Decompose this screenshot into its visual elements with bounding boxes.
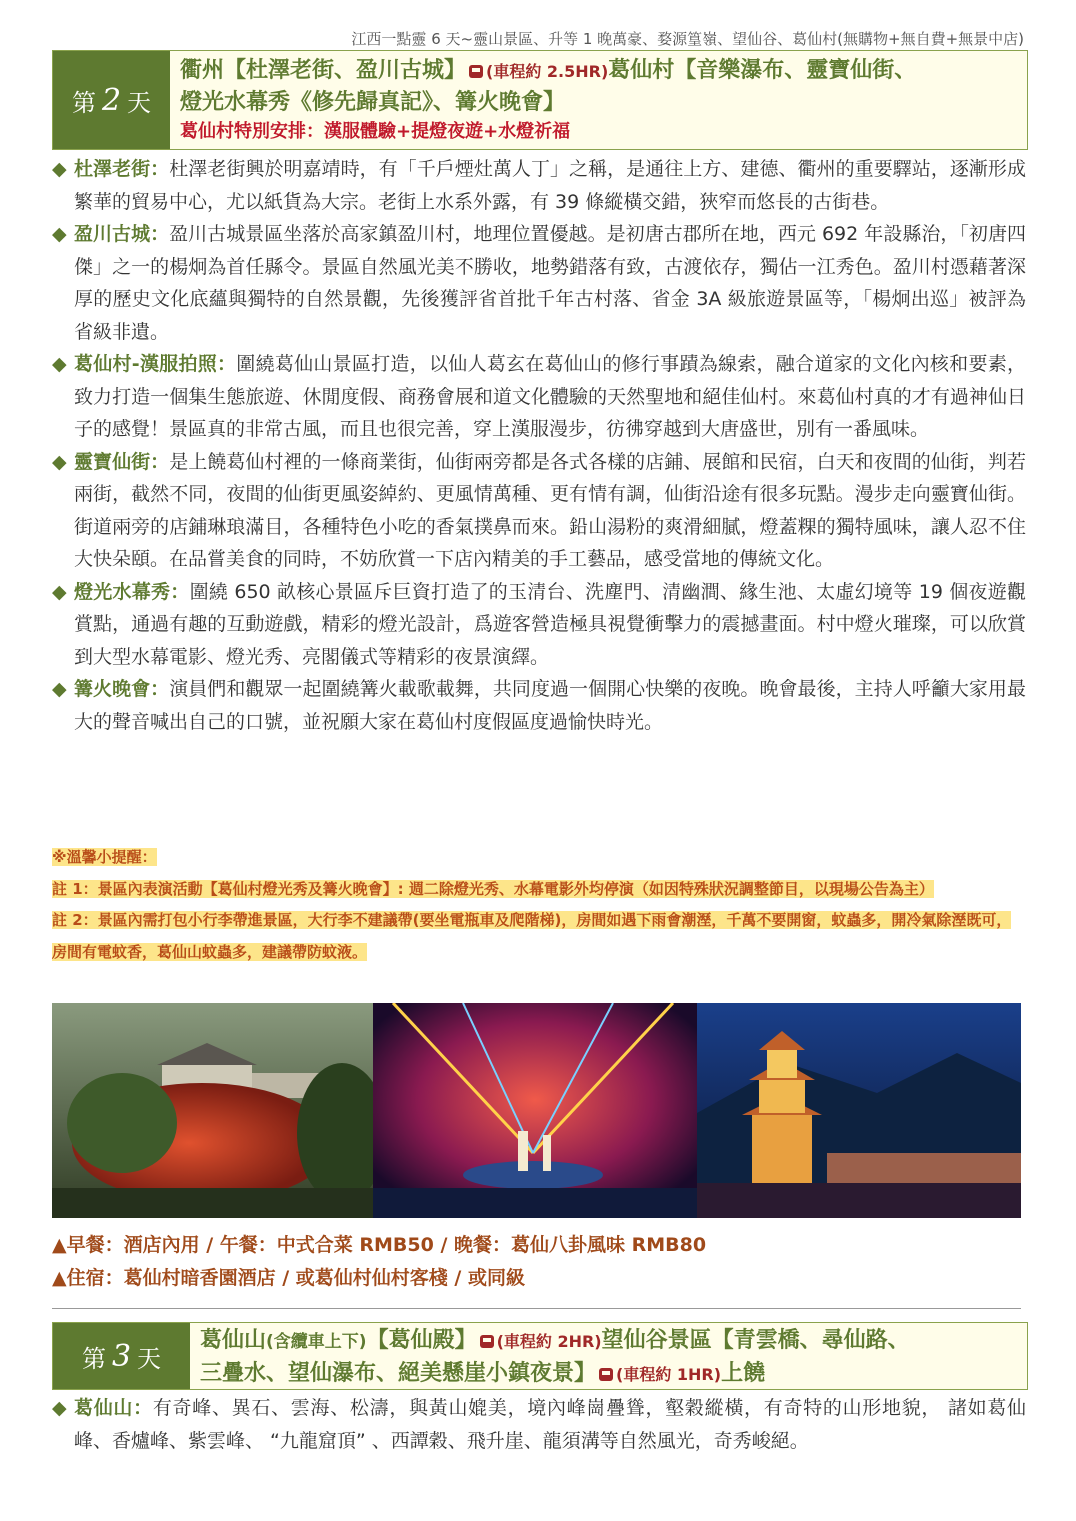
section-lingbao: ◆ 靈寶仙街：是上饒葛仙村裡的一條商業街，仙街兩旁都是各式各樣的店鋪、展館和民宿，白天和夜間的仙街，判若兩街，截然不同，夜間的仙街更風姿綽約、更風情萬種、更有情有調，仙街沿途有很多玩點。漫步走向靈寶仙街。街道兩旁的店鋪琳琅滿目，各種特色小吃的香氣撲鼻而來。鉛山湯粉的爽滑細膩，燈蓋粿的獨特風味，讓人忍不住大快朵頤。在品嘗美食的同時，不妨欣賞一下店內精美的手工藝品，感受當地的傳統文化。: [52, 446, 1026, 576]
section-gexianshan: ◆ 葛仙山：有奇峰、異石、雲海、松濤，與黃山媲美，境內峰崗疊聳，壑穀縱橫，有奇特的山形地貌， 諸如葛仙峰、香爐峰、紫雲峰、 “九龍窟頂” 、西譚穀、飛升崖、龍須溝等自然風光，奇秀峻絕。: [52, 1392, 1026, 1457]
photo-pagoda-night: [697, 1003, 1021, 1218]
diamond-bullet-icon: ◆: [52, 678, 67, 700]
bus-icon: [480, 1335, 494, 1348]
section-duze: ◆ 杜澤老街：杜澤老街興於明嘉靖時，有「千戶煙灶萬人丁」之稱，是通往上方、建德、衢州的重要驛站，逐漸形成繁華的貿易中心，尤以紙貨為大宗。老街上水系外露，有 39 條縱橫交錯，狹窄而悠長的古街巷。: [52, 153, 1026, 218]
diamond-bullet-icon: ◆: [52, 353, 67, 375]
diamond-bullet-icon: ◆: [52, 223, 67, 245]
reminder-notes: [52, 842, 1026, 968]
section-yingchuan: ◆ 盈川古城：盈川古城景區坐落於高家鎮盈川村，地理位置優越。是初唐古郡所在地，西元 692 年設縣治，「初唐四傑」之一的楊炯為首任縣令。景區自然風光美不勝收，地勢錯落有致，古渡依存，獨佔一江秀色。盈川村憑藉著深厚的歷史文化底蘊與獨特的自然景觀，先後獲評省首批千年古村落、省金 3A 級旅遊景區等，「楊炯出巡」被評為省級非遺。: [52, 218, 1026, 348]
note-2: 註 2：景區內需打包小行李帶進景區，大行李不建議帶(要坐電瓶車及爬階梯)，房間如遇下雨會潮溼，千萬不要開窗，蚊蟲多，開冷氣除溼既可，房間有電蚊香，葛仙山蚊蟲多，建議帶防蚊液。: [52, 911, 1012, 961]
day2-sections: [52, 153, 1026, 738]
day2-special: 葛仙村特別安排：漢服體驗+提燈夜遊+水燈祈福: [180, 121, 571, 142]
divider: [52, 1308, 1021, 1309]
diamond-bullet-icon: ◆: [52, 1397, 67, 1419]
day3-label: 第 3 天: [53, 1323, 190, 1389]
day3-title: 葛仙山(含纜車上下)【葛仙殿】 (車程約 2HR)望仙谷景區【青雲橋、尋仙路、 三疊水、望仙瀑布、絕美懸崖小鎮夜景】 (車程約 1HR)上饒: [200, 1328, 910, 1386]
diamond-bullet-icon: ◆: [52, 158, 67, 180]
bus-icon: [469, 65, 483, 78]
day3-header: [52, 1322, 1028, 1390]
photo-garden: [52, 1003, 373, 1218]
section-gexiancun: ◆ 葛仙村-漢服拍照：圍繞葛仙山景區打造，以仙人葛玄在葛仙山的修行事蹟為線索，融合道家的文化內核和要素，致力打造一個集生態旅遊、休閒度假、商務會展和道文化體驗的天然聖地和絕佳仙村。來葛仙村真的才有過神仙日子的感覺！景區真的非常古風，而且也很完善，穿上漢服漫步，彷彿穿越到大唐盛世，別有一番風味。: [52, 348, 1026, 446]
day2-title: 衢州【杜澤老街、盈川古城】 (車程約 2.5HR)葛仙村【音樂瀑布、靈寶仙街、 燈光水幕秀《修先歸真記》、篝火晚會】 葛仙村特別安排：漢服體驗+提燈夜遊+水燈祈福: [170, 51, 926, 149]
section-light-show: ◆ 燈光水幕秀：圍繞 650 畝核心景區斥巨資打造了的玉清台、洗塵門、清幽澗、緣生池、太虛幻境等 19 個夜遊觀賞點，通過有趣的互動遊戲，精彩的燈光設計，爲遊客營造極具視覺衝擊力的震撼畫面。村中燈火璀璨，可以欣賞到大型水幕電影、燈光秀、亮閣儀式等精彩的夜景演繹。: [52, 576, 1026, 674]
section-bonfire: ◆ 篝火晚會：演員們和觀眾一起圍繞篝火載歌載舞，共同度過一個開心快樂的夜晚。晚會最後，主持人呼籲大家用最大的聲音喊出自己的口號，並祝願大家在葛仙村度假區度過愉快時光。: [52, 673, 1026, 738]
diamond-bullet-icon: ◆: [52, 580, 67, 603]
page-header: 江西一點靈 6 天~靈山景區、升等 1 晚萬豪、婺源篁嶺、望仙谷、葛仙村(無購物+無自費+無景中店): [351, 30, 1024, 48]
photo-strip: [52, 1003, 1021, 1218]
day3-sections: [52, 1392, 1026, 1457]
note-1: 註 1：景區內表演活動【葛仙村燈光秀及篝火晚會】: 週二除燈光秀、水幕電影外均停演（如因特殊狀況調整節目，以現場公告為主）: [52, 879, 934, 898]
day2-header: [52, 50, 1028, 150]
diamond-bullet-icon: ◆: [52, 450, 67, 473]
photo-water-show: [373, 1003, 697, 1218]
day2-label: 第 2 天: [53, 51, 170, 149]
meals-info: [52, 1229, 706, 1295]
bus-icon: [599, 1368, 613, 1381]
meals-line: ▲早餐：酒店內用 / 午餐：中式合菜 RMB50 / 晚餐：葛仙八卦風味 RMB80: [52, 1234, 707, 1256]
lodging-line: ▲住宿：葛仙村暗香園酒店 / 或葛仙村仙村客棧 / 或同級: [52, 1267, 525, 1289]
reminder-title: ※溫馨小提醒：: [52, 848, 157, 866]
